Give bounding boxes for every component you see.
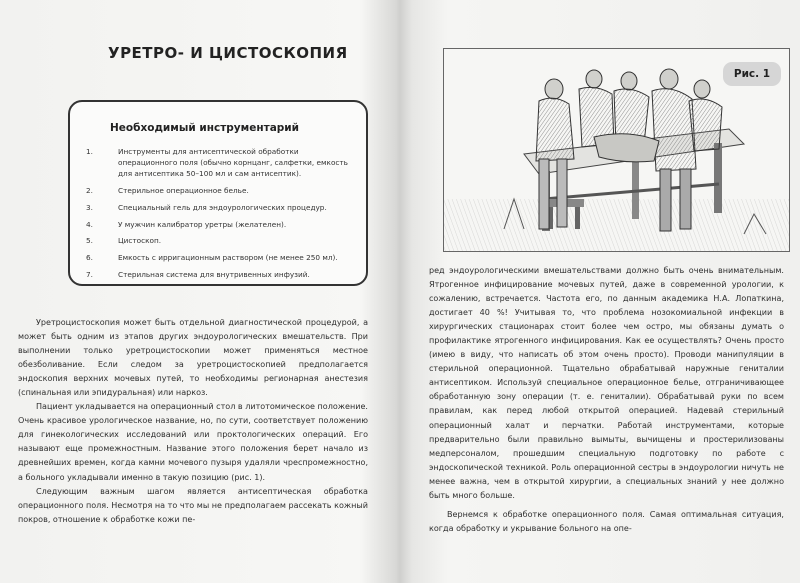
item-number: 3.	[86, 202, 93, 212]
paragraph: Уретроцистоскопия может быть отдельной диагностической процедурой, а может быть одним из этапов других эндоурологических вмешательств. При выполнении только уретроцистоскопии может применяться местное обезболивание. Если следом за уретроцистоскопией предполагается эндоскопия верхних мочевых путей, то необходимы регионарная анестезия (спинальная или эпидуральная) или наркоз.	[18, 318, 368, 398]
paragraph: Следующим важным шагом является антисептическая обработка операционного поля. Несмотря на то что мы не предполагаем рассекать кожный покров, отношение к обработке кожи пе-	[18, 486, 368, 524]
paragraph: Вернемся к обработке операционного поля. Самая оптимальная ситуация, когда обработку и укрывание больного на опе-	[429, 509, 784, 533]
instruments-box	[68, 100, 368, 286]
right-body-text	[429, 264, 784, 536]
item-text: У мужчин калибратор уретры (желателен).	[118, 219, 287, 229]
item-text: Стерильная система для внутривенных инфузий.	[118, 269, 310, 279]
page-title: УРЕТРО- И ЦИСТОСКОПИЯ	[108, 44, 348, 62]
item-number: 7.	[86, 269, 93, 279]
item-text: Инструменты для антисептической обработки операционного поля (обычно корнцанг, салфетки, емкость для антисептика 50–100 мл и сам антисептик).	[118, 147, 348, 179]
list-item	[82, 202, 358, 213]
box-title: Необходимый инструментарий	[110, 122, 300, 134]
paragraph: Пациент укладывается на операционный стол в литотомическое положение. Очень красивое урологическое название, но, по сути, соответствует положению для гинекологических исследований или проктологических операций. Его называют еще промежностным. Название этого положения берет начало из древнейших времен, когда камни мочевого пузыря удаляли чреспромежностно, а больного укладывали именно в такую позицию (рис. 1).	[18, 402, 368, 482]
list-item	[82, 146, 358, 180]
item-number: 2.	[86, 186, 93, 196]
item-number: 4.	[86, 219, 93, 229]
right-page	[405, 0, 800, 583]
paragraph: ред эндоурологическими вмешательствами должно быть очень внимательным. Ятрогенное инфицирование мочевых путей, даже в современной урологии, к сожалению, встречается. Частота его, по данным академика Н.А. Лопаткина, достигает 40 %! Учитывая то, что проблема нозокомиальной инфекции в хирургических стационарах стоит более чем остро, мы обязаны думать о профилактике ятрогенного инфицирования. Как ее осуществлять? Очень просто (имею в виду, что написать об этом очень просто). Проводи манипуляции в стерильной операционной. Тщательно обрабатывай наружные гениталии антисептиком. Используй специальное операционное белье, отграничивающее обработанную зону операции (т. е. гениталии). Обрабатывай руки по всем правилам, как перед любой открытой операцией. Надевай стерильный операционный халат и перчатки. Работай инструментами, которые предварительно были правильно вымыты, вычищены и простерилизованы медперсоналом, прошедшим специальную подготовку по работе с эндоскопической техникой. Роль операционной сестры в эндоурологии ничуть не менее важна, чем в открытой хирургии, а специальных знаний у нее должно быть много больше.	[429, 266, 784, 500]
item-text: Емкость с ирригационным раствором (не менее 250 мл).	[118, 252, 338, 262]
item-number: 5.	[86, 236, 93, 246]
item-text: Стерильное операционное белье.	[118, 186, 249, 196]
left-body-text	[18, 316, 368, 527]
item-number: 6.	[86, 252, 93, 262]
item-text: Цистоскоп.	[118, 236, 162, 246]
item-text: Специальный гель для эндоурологических процедур.	[118, 202, 327, 212]
list-item	[82, 219, 358, 230]
list-item	[82, 185, 358, 196]
item-number: 1.	[86, 147, 93, 156]
list-item	[82, 252, 358, 263]
figure-label: Рис. 1	[723, 62, 781, 86]
instruments-list	[82, 146, 358, 285]
list-item	[82, 235, 358, 246]
list-item	[82, 269, 358, 280]
